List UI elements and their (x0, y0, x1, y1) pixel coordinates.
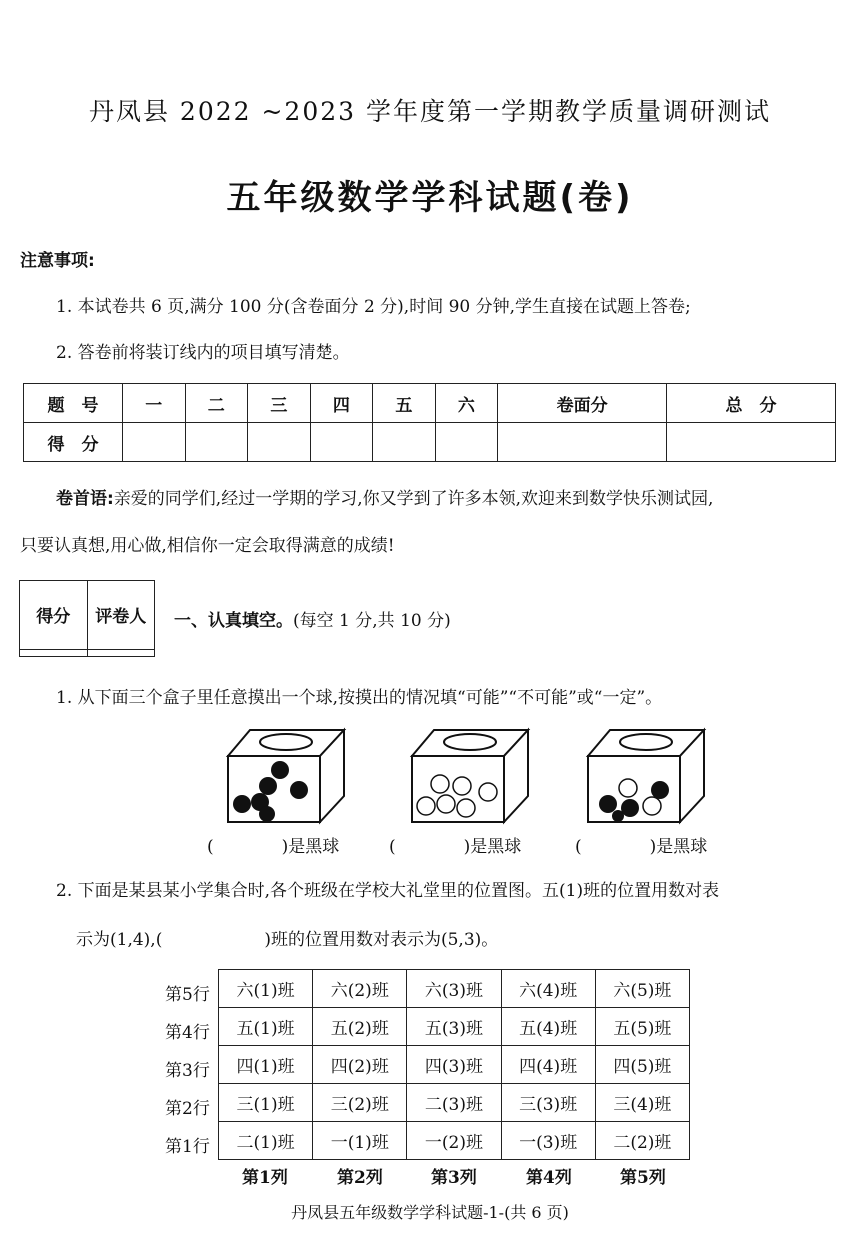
score-header-cell: 总 分 (667, 384, 836, 423)
seat-cell: 五(2)班 (313, 1008, 407, 1046)
seat-cell: 六(1)班 (219, 970, 313, 1008)
score-value-row (24, 423, 836, 462)
black-ball (259, 777, 277, 795)
section-1-note: (每空 1 分,共 10 分) (293, 611, 451, 631)
row-label: 第5行 (165, 985, 210, 1005)
seat-cell: 二(2)班 (595, 1122, 689, 1160)
seat-cell: 五(4)班 (501, 1008, 595, 1046)
white-ball (643, 797, 661, 815)
preface-line-1 (20, 488, 860, 510)
score-row-label: 得 分 (24, 423, 123, 462)
white-ball (457, 799, 475, 817)
score-cell[interactable] (123, 423, 186, 462)
score-header-cell: 三 (248, 384, 311, 423)
seating-table (218, 969, 690, 1160)
grader-table (19, 580, 155, 657)
box-1 (228, 730, 344, 822)
black-ball (612, 810, 624, 822)
black-ball (599, 795, 617, 813)
grader-name-cell[interactable] (87, 649, 155, 656)
column-label: 第1列 (242, 1168, 288, 1188)
white-ball (619, 779, 637, 797)
row-label: 第3行 (165, 1061, 210, 1081)
score-cell[interactable] (185, 423, 248, 462)
section-1-title (174, 606, 451, 631)
white-ball (431, 775, 449, 793)
white-ball (453, 777, 471, 795)
notice-item-2: 2. 答卷前将装订线内的项目填写清楚。 (56, 343, 350, 363)
seat-cell: 五(1)班 (219, 1008, 313, 1046)
score-header-cell: 二 (185, 384, 248, 423)
black-ball (290, 781, 308, 799)
score-cell[interactable] (310, 423, 373, 462)
seat-cell: 三(4)班 (595, 1084, 689, 1122)
score-cell[interactable] (248, 423, 311, 462)
question-2-line-2: 示为(1,4),( )班的位置用数对表示为(5,3)。 (76, 930, 499, 950)
row-label: 第4行 (165, 1023, 210, 1043)
seat-cell: 三(1)班 (219, 1084, 313, 1122)
preface-line-2: 只要认真想,用心做,相信你一定会取得满意的成绩! (20, 536, 395, 556)
score-header-cell: 题 号 (24, 384, 123, 423)
score-cell[interactable] (667, 423, 836, 462)
seat-row (219, 1046, 690, 1084)
score-header-row (24, 384, 836, 423)
seat-cell: 六(4)班 (501, 970, 595, 1008)
seat-cell: 四(3)班 (407, 1046, 501, 1084)
seat-cell: 二(1)班 (219, 1122, 313, 1160)
question-1-text: 1. 从下面三个盒子里任意摸出一个球,按摸出的情况填“可能”“不可能”或“一定”。 (56, 688, 663, 708)
seat-cell: 四(5)班 (595, 1046, 689, 1084)
column-label: 第5列 (620, 1168, 666, 1188)
seat-cell: 四(1)班 (219, 1046, 313, 1084)
question-2-line-1: 2. 下面是某县某小学集合时,各个班级在学校大礼堂里的位置图。五(1)班的位置用数对表 (56, 881, 720, 901)
row-label: 第2行 (165, 1099, 210, 1119)
column-label: 第3列 (431, 1168, 477, 1188)
box-2 (412, 730, 528, 822)
section-1-heading: 一、认真填空。 (174, 611, 293, 631)
score-cell[interactable] (435, 423, 498, 462)
grader-score-label: 得分 (20, 581, 88, 650)
grader-score-cell[interactable] (20, 649, 88, 656)
black-ball (271, 761, 289, 779)
score-header-cell: 卷面分 (498, 384, 667, 423)
grader-name-label: 评卷人 (87, 581, 155, 650)
white-ball (437, 795, 455, 813)
seat-cell: 六(5)班 (595, 970, 689, 1008)
seat-cell: 五(3)班 (407, 1008, 501, 1046)
preface-label: 卷首语: (56, 489, 114, 509)
score-header-cell: 一 (123, 384, 186, 423)
page-footer: 丹凤县五年级数学学科试题-1-(共 6 页) (291, 1203, 569, 1222)
box-2-caption: ( )是黑球 (389, 837, 522, 857)
seat-row (219, 970, 690, 1008)
row-label: 第1行 (165, 1137, 210, 1157)
column-label: 第4列 (526, 1168, 572, 1188)
exam-header: 丹凤县 2022 ~2023 学年度第一学期教学质量调研测试 (88, 97, 772, 126)
seat-row (219, 1008, 690, 1046)
seat-cell: 三(3)班 (501, 1084, 595, 1122)
box-1-caption: ( )是黑球 (207, 837, 340, 857)
seat-cell: 一(3)班 (501, 1122, 595, 1160)
score-header-cell: 六 (435, 384, 498, 423)
box-3-caption: ( )是黑球 (575, 837, 708, 857)
ball-boxes-figure (220, 726, 740, 826)
seat-cell: 二(3)班 (407, 1084, 501, 1122)
notice-item-1: 1. 本试卷共 6 页,满分 100 分(含卷面分 2 分),时间 90 分钟,学生直接在试题上答卷; (56, 297, 691, 317)
score-header-cell: 五 (373, 384, 436, 423)
seat-cell: 五(5)班 (595, 1008, 689, 1046)
column-label: 第2列 (337, 1168, 383, 1188)
preface-text: 亲爱的同学们,经过一学期的学习,你又学到了许多本领,欢迎来到数学快乐测试园, (113, 489, 714, 509)
box-3 (588, 730, 704, 822)
seat-row (219, 1122, 690, 1160)
score-cell[interactable] (373, 423, 436, 462)
exam-title: 五年级数学学科试题(卷) (226, 178, 634, 218)
black-ball (233, 795, 251, 813)
seat-cell: 六(3)班 (407, 970, 501, 1008)
score-cell[interactable] (498, 423, 667, 462)
seat-cell: 三(2)班 (313, 1084, 407, 1122)
seat-cell: 四(2)班 (313, 1046, 407, 1084)
white-ball (417, 797, 435, 815)
seat-row (219, 1084, 690, 1122)
black-ball (651, 781, 669, 799)
seat-cell: 六(2)班 (313, 970, 407, 1008)
score-header-cell: 四 (310, 384, 373, 423)
black-ball (259, 806, 275, 822)
notice-title: 注意事项: (20, 251, 95, 271)
white-ball (479, 783, 497, 801)
score-table (23, 383, 836, 462)
seat-cell: 一(1)班 (313, 1122, 407, 1160)
seat-cell: 四(4)班 (501, 1046, 595, 1084)
seat-cell: 一(2)班 (407, 1122, 501, 1160)
